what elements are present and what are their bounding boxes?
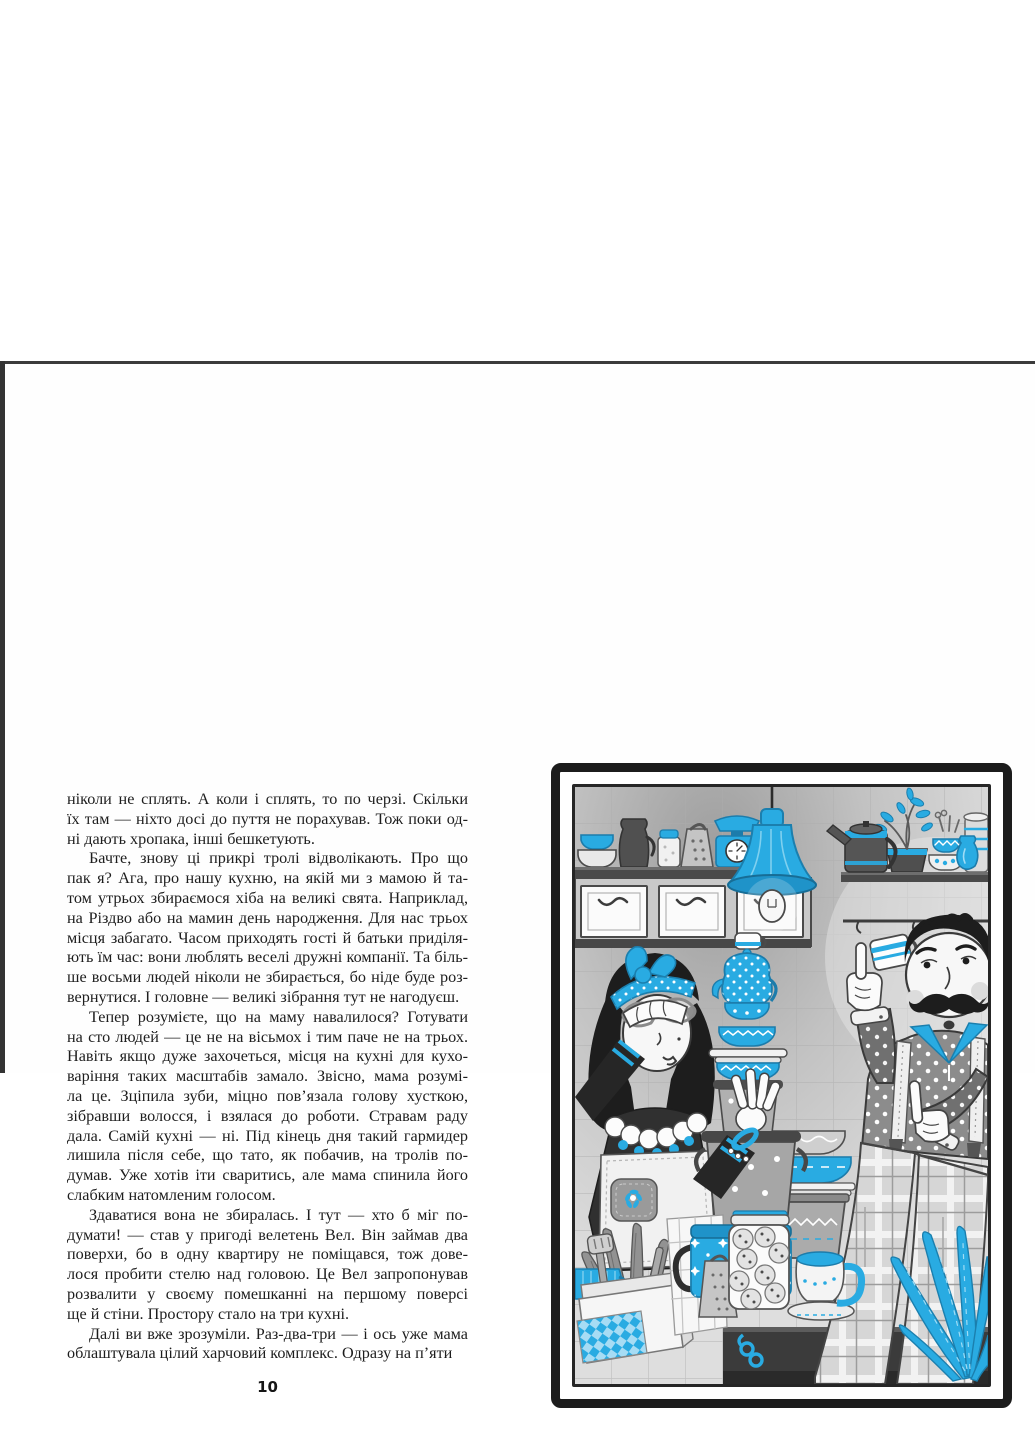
text-line: ні дають хропака, інші бешкетують. [67,829,315,848]
text-line: розвалити у своєму помешканні на першому поверсі [67,1284,468,1303]
text-line: ше восьми людей ніколи не збирається, бо ніде буде роз- [67,968,468,987]
text-line: пак я? Ага, про нашу кухню, на якій ми з мамою й та- [67,869,468,888]
text-line: Здаватися вона не збиралась. І тут — хто б міг по- [89,1205,468,1224]
text-line: думати! — став у пригоді велетень Вел. Він займав два [67,1225,468,1244]
text-line: зібравши волосся, і взялася до роботи. Стравам раду [67,1106,468,1125]
text-line: варіння таких масштабів замало. Звісно, мама розумі- [67,1067,468,1086]
text-line: місця забагато. Часом приходять гості й батьки приділя- [67,928,468,947]
text-line: Тепер розумієте, що на маму навалилося? Готувати [89,1007,468,1026]
text-line: Далі ви вже зрозуміли. Раз-два-три — і ось уже мама [89,1324,468,1343]
text-line: лишила після себе, що тато, як побачив, на тролів по- [67,1146,468,1165]
body-text [67,790,468,1364]
text-line: вернутися. І головне — великі зібрання тут не нагодуєш. [67,987,460,1006]
text-line: поверхи, бо в одну квартиру не поміщався, тож дове- [67,1245,468,1264]
page-number: 10 [257,1378,278,1396]
text-line: на сто людей — це не на вісьмох і тим паче не на трьох. [67,1027,468,1046]
text-line: думав. Уже хотів іти сваритись, але мама спинила його [67,1166,468,1185]
text-line: лося пробити стелю над головою. Це Вел запропонував [67,1265,468,1284]
illustration-frame [551,763,1012,1408]
text-line: ніколи не сплять. А коли і сплять, то по черзі. Скільки [67,790,468,808]
text-line: слабким натомленим голосом. [67,1185,276,1204]
text-line: Бачте, знову ці прикрі тролі відволікають. Про що [89,849,468,868]
book-page [5,364,1035,1396]
text-line: Навіть якщо дуже захочеться, місця на кухні для кухо- [67,1047,468,1066]
text-line: їх там — ніхто досі до пуття не порахував. Тож поки од- [67,809,468,828]
text-line: ще й стіни. Простору стало на три кухні. [67,1304,350,1323]
cookie-jar [729,1211,789,1309]
text-line: ють їм час: вони люблять веселі дружні компанії. Та біль- [67,948,468,967]
kitchen-illustration [575,787,988,1384]
text-line: дала. Самій кухні — ні. Під кінець дня такий гармидер [67,1126,468,1145]
text-line: ла це. Зціпила зуби, міцно пов’язала голову хусткою, [67,1086,468,1105]
text-line: том утрьох збираємося хіба на великі свята. Наприклад, [67,888,468,907]
text-line: на Різдво або на мамин день народження. Для нас трьох [67,908,468,927]
text-line: облаштувала цілий харчовий комплекс. Одразу на п’яти [67,1344,453,1363]
illustration-border [572,784,991,1387]
checkered-cloth [577,1311,647,1363]
